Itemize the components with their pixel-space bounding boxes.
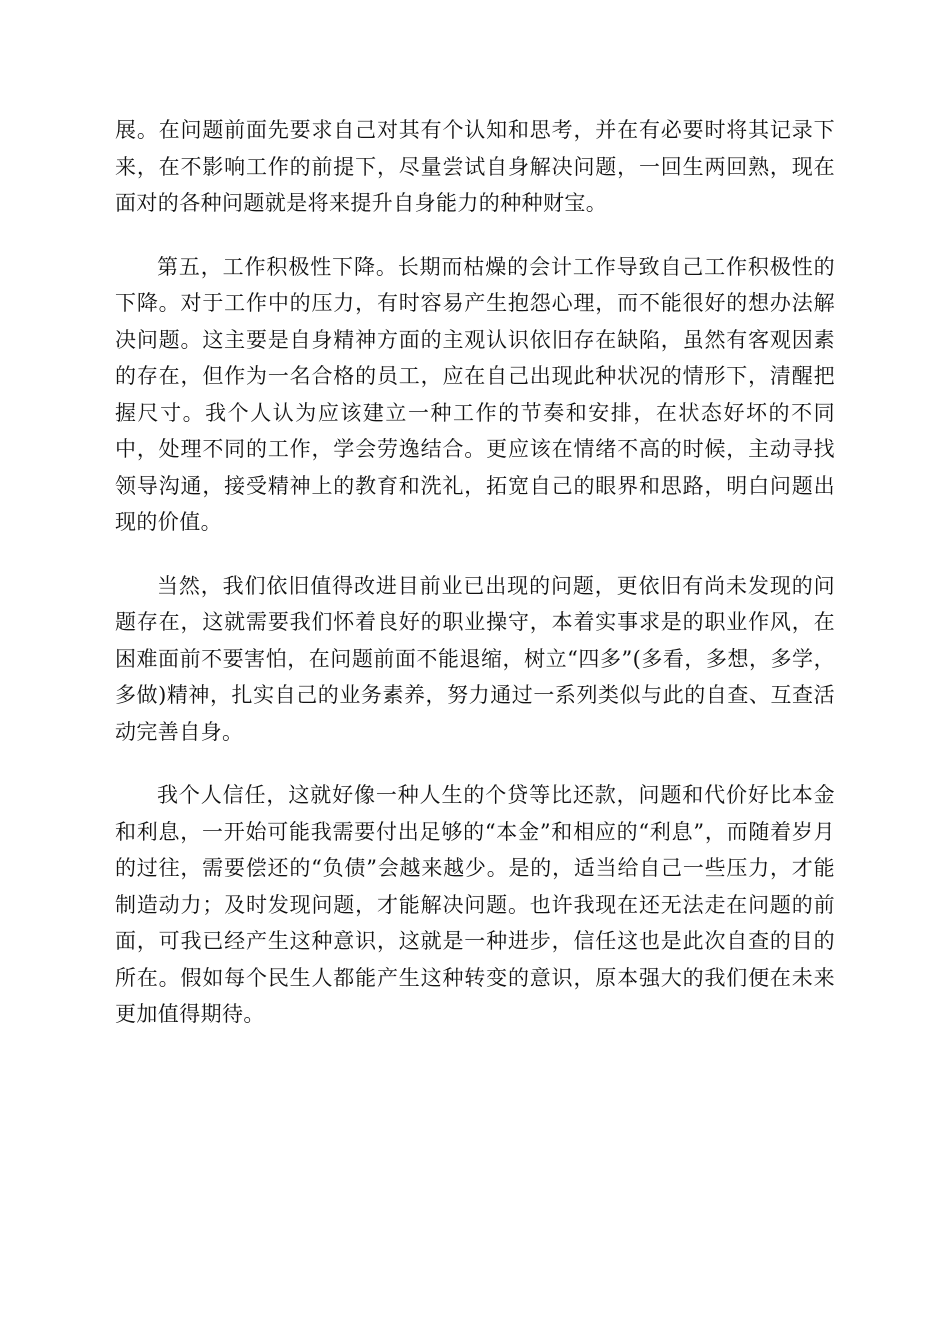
paragraph-continuation: 展。在问题前面先要求自己对其有个认知和思考，并在有必要时将其记录下来，在不影响工作的前提下，尽量尝试自身解决问题，一回生两回熟，现在面对的各种问题就是将来提升自身能力的种种财宝。: [115, 118, 835, 215]
paragraph-conclusion: 我个人信任，这就好像一种人生的个贷等比还款，问题和代价好比本金和利息，一开始可能我需要付出足够的“本金”和相应的“利息”，而随着岁月的过往，需要偿还的“负债”会越来越少。是的，适当给自己一些压力，才能制造动力；及时发现问题，才能解决问题。也许我现在还无法走在问题的前面，可我已经产生这种意识，这就是一种进步，信任这也是此次自查的目的所在。假如每个民生人都能产生这种转变的意识，原本强大的我们便在未来更加值得期待。: [115, 783, 835, 1026]
paragraph-fifth-point: 第五，工作积极性下降。长期而枯燥的会计工作导致自己工作积极性的下降。对于工作中的压力，有时容易产生抱怨心理，而不能很好的想办法解决问题。这主要是自身精神方面的主观认识依旧存在缺陷，虽然有客观因素的存在，但作为一名合格的员工，应在自己出现此种状况的情形下，清醒把握尺寸。我个人认为应该建立一种工作的节奏和安排，在状态好坏的不同中，处理不同的工作，学会劳逸结合。更应该在情绪不高的时候，主动寻找领导沟通，接受精神上的教育和洗礼，拓宽自己的眼界和思路，明白问题出现的价值。: [115, 254, 835, 534]
document-body: [115, 112, 835, 1060]
paragraph-improvement: 当然，我们依旧值得改进目前业已出现的问题，更依旧有尚未发现的问题存在，这就需要我们怀着良好的职业操守，本着实事求是的职业作风，在困难面前不要害怕，在问题前面不能退缩，树立“四多”(多看，多想，多学，多做)精神，扎实自己的业务素养，努力通过一系列类似与此的自查、互查活动完善自身。: [115, 573, 835, 744]
